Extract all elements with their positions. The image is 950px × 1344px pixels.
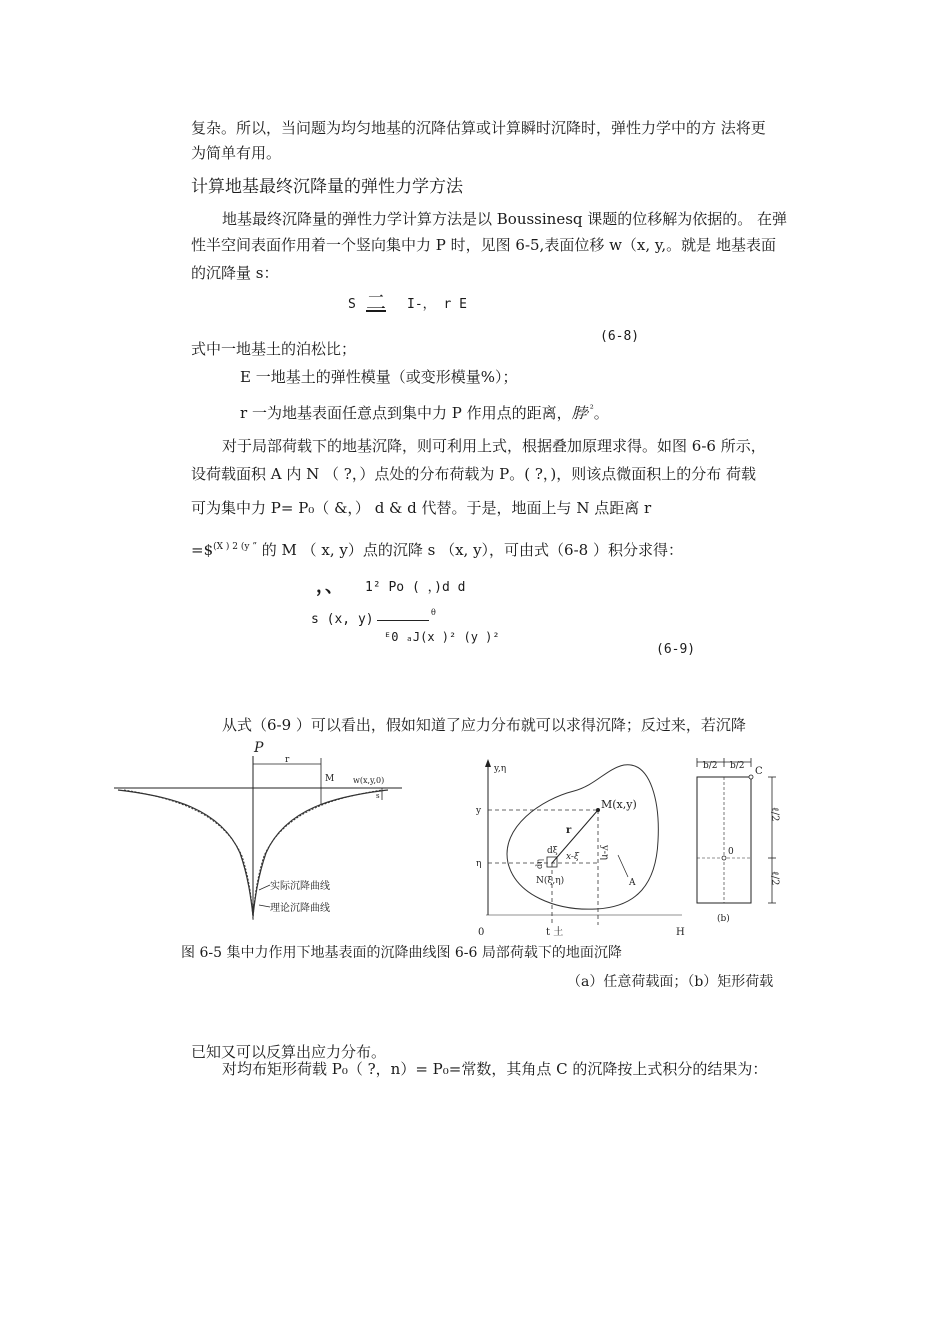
paragraph-line: 为简单有用。 xyxy=(191,144,282,162)
fig5-P-label: P xyxy=(254,740,264,756)
def-mu: 式中一地基土的泊松比； xyxy=(191,340,357,358)
svg-text:C: C xyxy=(755,766,763,777)
figure-subcaption: （a）任意荷载面；（b）矩形荷载 xyxy=(567,974,774,990)
svg-text:b/2: b/2 xyxy=(703,761,718,771)
svg-text:t 土: t 土 xyxy=(546,927,564,938)
eq2-numerator: 1² Po ( ，)d d xyxy=(365,580,466,595)
paragraph-line: 地基最终沉降量的弹性力学计算方法是以 Boussinesq 课题的位移解为依据的。 在弹 xyxy=(222,210,788,228)
svg-text:A: A xyxy=(629,878,636,888)
svg-text:M(x,y): M(x,y) xyxy=(601,798,637,811)
svg-text:s: s xyxy=(376,792,380,800)
svg-text:r: r xyxy=(285,755,290,765)
svg-text:H: H xyxy=(676,927,685,938)
eq2-fraction-bar xyxy=(377,620,429,621)
svg-text:ℓ/2: ℓ/2 xyxy=(769,871,780,886)
eq2-denominator: ᴱ0 ₐJ(x )² (y )² xyxy=(384,630,500,644)
svg-text:理论沉降曲线: 理论沉降曲线 xyxy=(270,903,330,914)
paragraph-line: 从式（6-9 ）可以看出，假如知道了应力分布就可以求得沉降；反过来，若沉降 xyxy=(222,716,746,734)
section-title: 计算地基最终沉降量的弹性力学方法 xyxy=(191,177,463,197)
paragraph-line: 对均布矩形荷载 P₀（ ?，n）= P₀=常数，其角点 C 的沉降按上式积分的结果为： xyxy=(222,1060,768,1078)
paragraph-line: 的沉降量 s： xyxy=(191,264,279,282)
paragraph-line: 可为集中力 P= P₀（ &，） d & d 代替。于是，地面上与 N 点距离 r xyxy=(191,499,652,517)
eq1-rest: I-， r E xyxy=(407,297,467,312)
svg-text:η: η xyxy=(476,859,482,869)
def-r: r 一为地基表面任意点到集中力 P 作用点的距离，脖$^{,^2}$。 xyxy=(240,404,609,422)
def-E: E 一地基土的弹性模量（或变形模量%）； xyxy=(240,368,518,386)
svg-text:dη: dη xyxy=(535,859,544,869)
svg-text:M: M xyxy=(325,774,335,784)
eq2-number: (6-9) xyxy=(656,642,696,657)
svg-text:dξ: dξ xyxy=(547,846,558,856)
paragraph-line: 对于局部荷载下的地基沉降，则可利用上式，根据叠加原理求得。如图 6-6 所示， xyxy=(222,437,766,455)
paragraph-line: =\$$^{(X ) 2 (y ”}$ 的 M （ x, y）点的沉降 s （x, y），可由式（6-8 ）积分求得： xyxy=(191,541,683,559)
svg-text:ℓ/2: ℓ/2 xyxy=(769,807,780,822)
eq2-marks: ，、 xyxy=(316,576,343,597)
paragraph-line: 已知又可以反算出应力分布。 xyxy=(191,1043,387,1061)
svg-text:y,η: y,η xyxy=(494,764,507,774)
figure-caption: 图 6-5 集中力作用下地基表面的沉降曲线图 6-6 局部荷载下的地面沉降 xyxy=(181,945,622,961)
figure-6-5-settlement-curve xyxy=(110,738,410,923)
svg-text:(b): (b) xyxy=(717,914,730,924)
svg-text:w(x,y,0): w(x,y,0) xyxy=(353,776,385,785)
svg-text:实际沉降曲线: 实际沉降曲线 xyxy=(270,881,330,892)
svg-text:b/2: b/2 xyxy=(730,761,745,771)
eq2-theta: θ xyxy=(431,608,436,617)
svg-text:y: y xyxy=(476,806,482,816)
paragraph-line: 设荷载面积 A 内 N （ ?，）点处的分布荷载为 P。( ?，)，则该点微面积上的分布 荷载 xyxy=(191,465,756,483)
svg-text:0: 0 xyxy=(728,847,734,857)
figure-6-6b-rectangular-load xyxy=(688,755,798,930)
paragraph-line: 复杂。所以，当问题为均匀地基的沉降估算或计算瞬时沉降时，弹性力学中的方 法将更 xyxy=(191,119,766,137)
svg-text:y-η: y-η xyxy=(599,845,610,861)
eq1-equals: 二 xyxy=(366,290,386,314)
figure-6-6a-arbitrary-load xyxy=(446,755,686,941)
svg-text:0: 0 xyxy=(478,927,485,938)
eq2-lhs: s (x, y) xyxy=(311,612,374,627)
eq1-s: S xyxy=(348,297,356,312)
eq1-number: (6-8) xyxy=(600,329,640,344)
svg-text:N(ξ,η): N(ξ,η) xyxy=(536,876,565,886)
svg-text:x-ξ: x-ξ xyxy=(566,852,579,862)
svg-text:r: r xyxy=(566,825,572,836)
paragraph-line: 性半空间表面作用着一个竖向集中力 P 时，见图 6-5,表面位移 w（x, y,。就是 地基表面 xyxy=(191,236,776,254)
